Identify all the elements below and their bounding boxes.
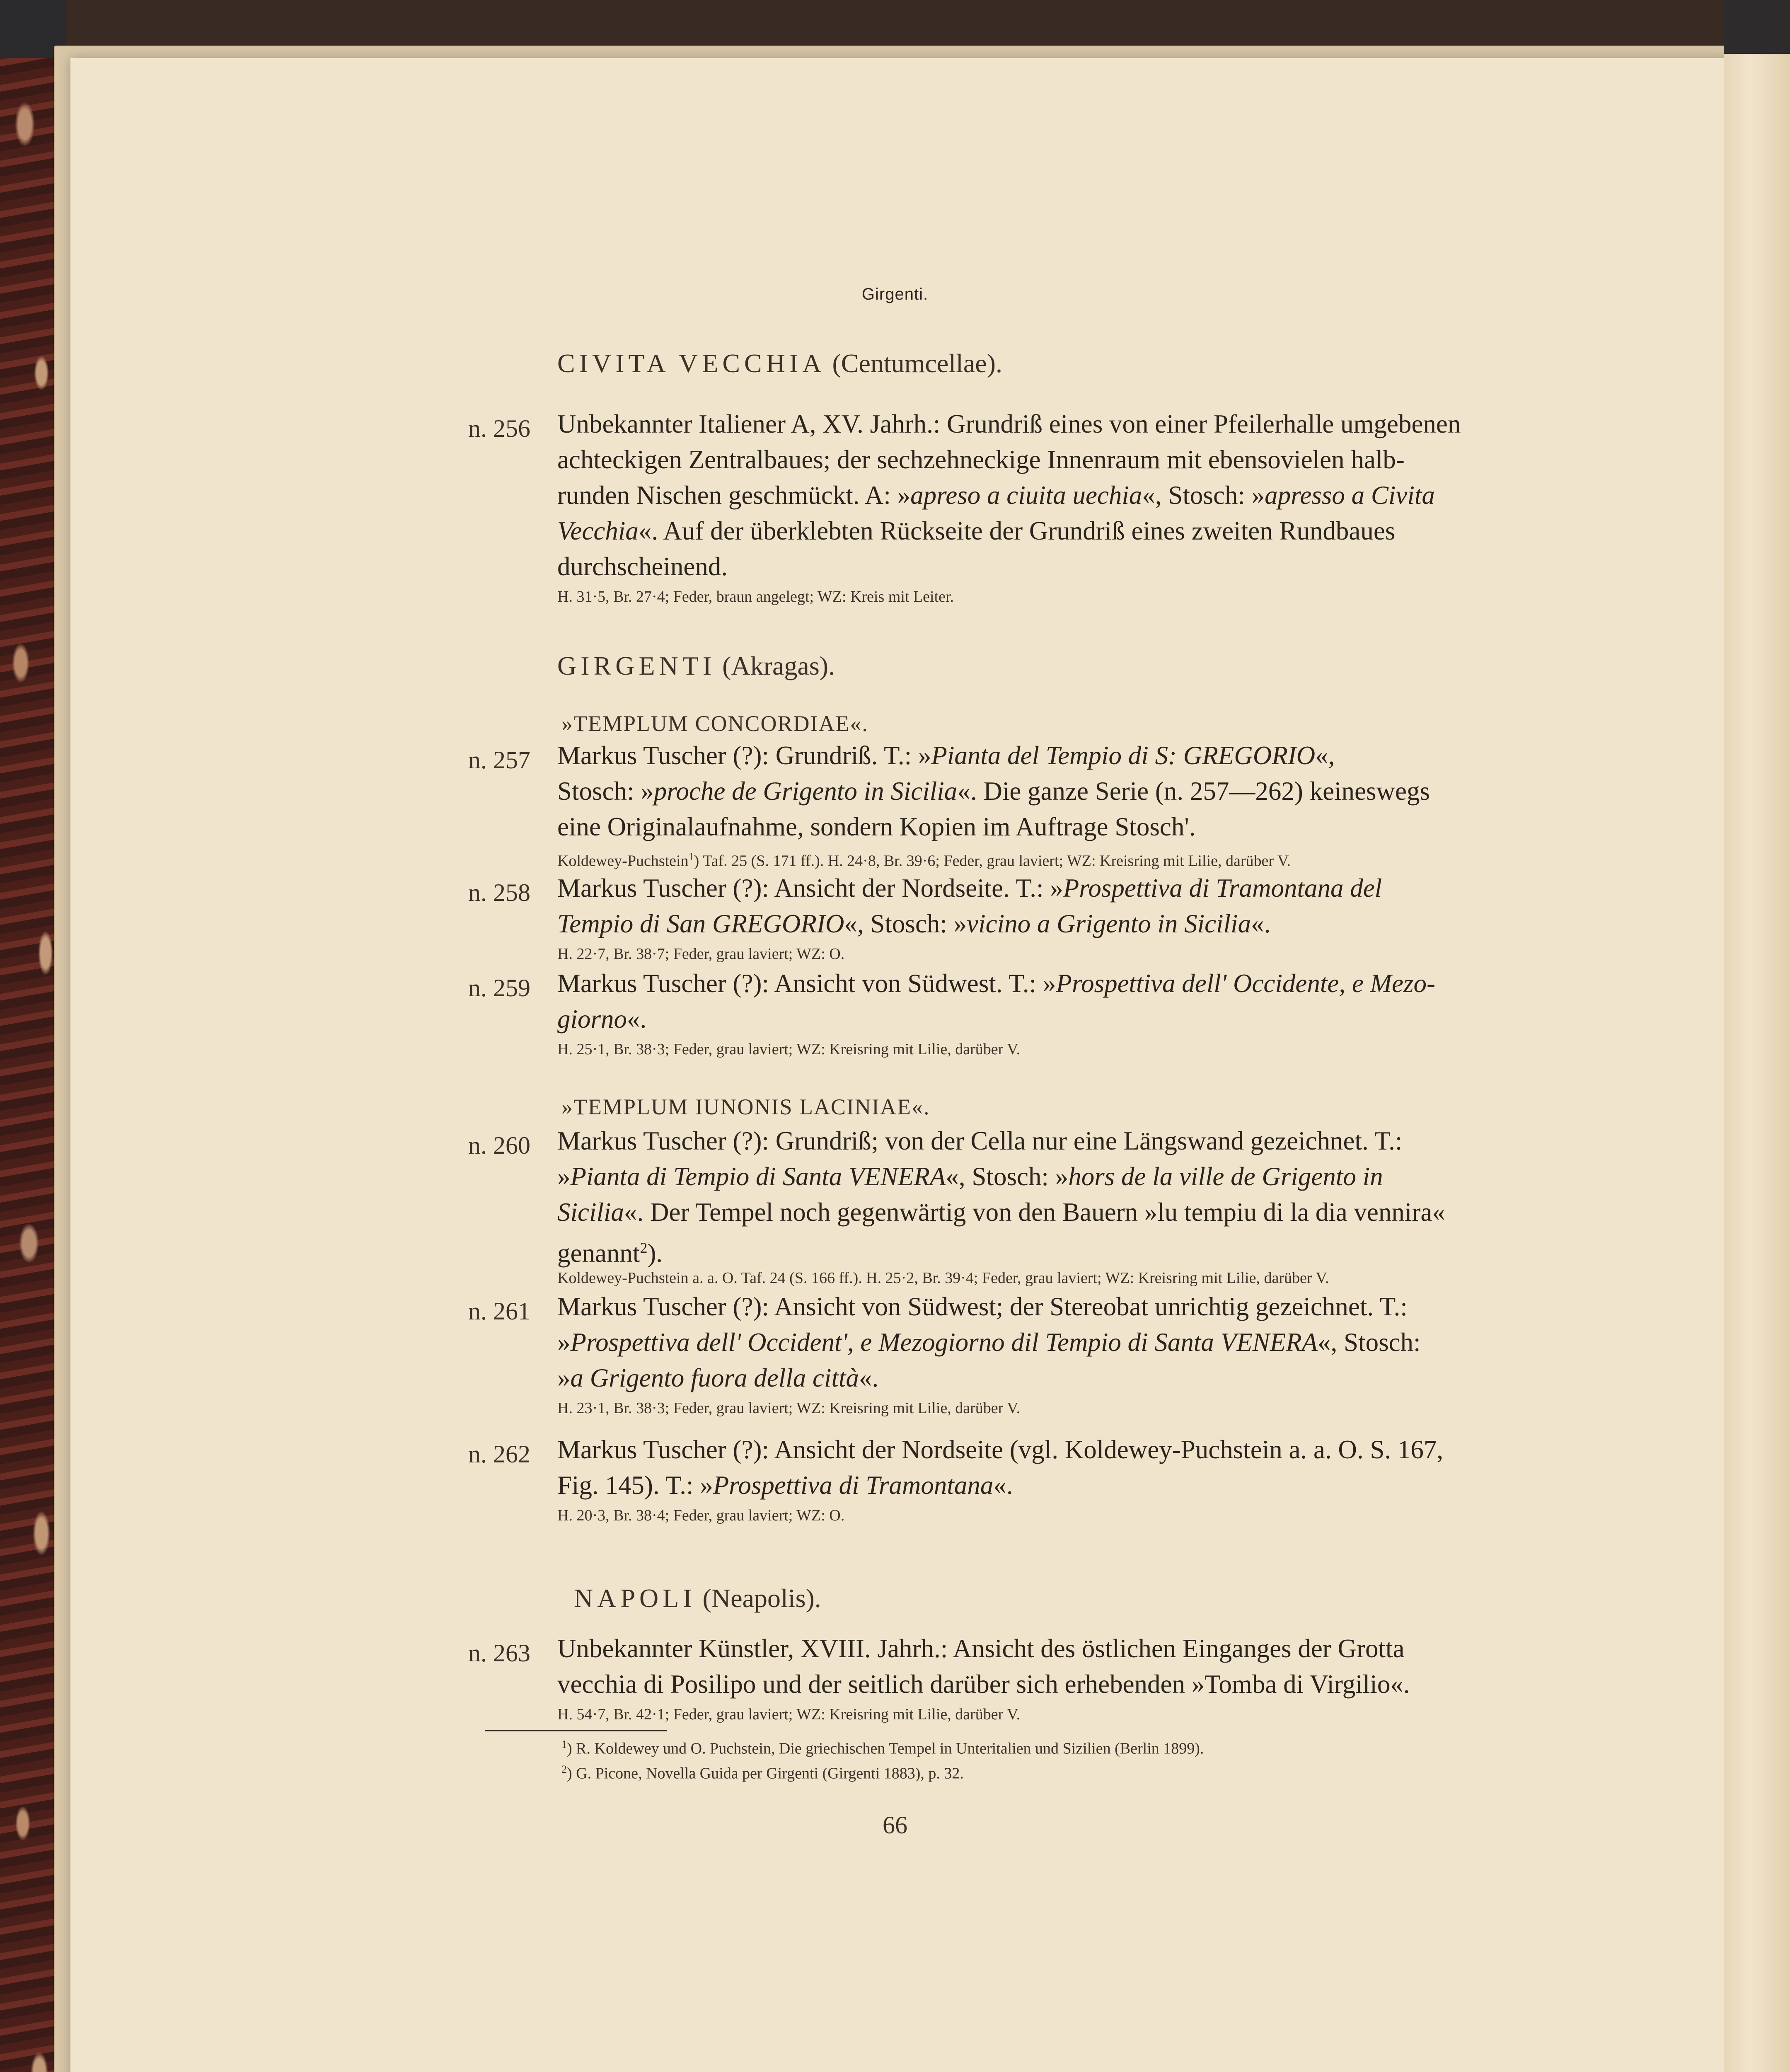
entry-line: Vecchia«. Auf der überklebten Rückseite der Grundriß eines zweiten Rundbaues xyxy=(557,516,1396,545)
entry-line: durchscheinend. xyxy=(557,552,728,581)
entry-number: n. 256 xyxy=(468,415,530,442)
entry-meta: H. 31·5, Br. 27·4; Feder, braun angelegt; WZ: Kreis mit Leiter. xyxy=(557,588,954,605)
entry-number: n. 262 xyxy=(468,1440,530,1468)
entry-262 xyxy=(557,1432,1562,1528)
footnote-2: $^2$) G. Picone, Novella Guida per Girgenti (Girgenti 1883), p. 32. xyxy=(561,1763,964,1782)
entry-line: Markus Tuscher (?): Ansicht von Südwest. T.: »Prospettiva dell' Occidente, e Mezo- xyxy=(557,969,1435,998)
entry-meta: H. 22·7, Br. 38·7; Feder, grau laviert; WZ: O. xyxy=(557,945,845,963)
entry-line: genannt$^2$). xyxy=(557,1239,663,1268)
entry-258 xyxy=(557,870,1562,966)
entry-line: Tempio di San GREGORIO«, Stosch: »vicino a Grigento in Sicilia«. xyxy=(557,909,1271,938)
entry-meta: Koldewey-Puchstein$^1$) Taf. 25 (S. 171 ff.). H. 24·8, Br. 39·6; Feder, grau laviert; WZ: Kreisring mit Lilie, darüber V. xyxy=(557,851,1291,870)
entry-257 xyxy=(557,738,1562,869)
running-head: Girgenti. xyxy=(861,285,929,303)
section-heading-girgenti: GIRGENTI (Akragas). xyxy=(557,651,835,680)
entry-meta: Koldewey-Puchstein a. a. O. Taf. 24 (S. 166 ff.). H. 25·2, Br. 39·4; Feder, grau laviert; WZ: Kreisring mit Lilie, darüber V. xyxy=(557,1269,1329,1287)
entry-line: achteckigen Zentralbaues; der sechzehneckige Innenraum mit ebensovielen halb- xyxy=(557,445,1405,474)
entry-line: Markus Tuscher (?): Ansicht der Nordseite. T.: »Prospettiva di Tramontana del xyxy=(557,874,1382,903)
entry-263 xyxy=(557,1631,1562,1727)
entry-number: n. 258 xyxy=(468,879,530,906)
entry-line: »a Grigento fuora della città«. xyxy=(557,1363,879,1392)
entry-line: Markus Tuscher (?): Grundriß. T.: »Pianta del Tempio di S: GREGORIO«, xyxy=(557,741,1335,770)
entry-line: eine Originalaufnahme, sondern Kopien im Auftrage Stosch'. xyxy=(557,812,1196,841)
entry-meta: H. 54·7, Br. 42·1; Feder, grau laviert; WZ: Kreisring mit Lilie, darüber V. xyxy=(557,1706,1021,1723)
entry-line: »Pianta di Tempio di Santa VENERA«, Stosch: »hors de la ville de Grigento in xyxy=(557,1162,1383,1191)
subheading-templum-iunonis-laciniae: »TEMPLUM IUNONIS LACINIAE«. xyxy=(561,1094,930,1119)
entry-line: vecchia di Posilipo und der seitlich darüber sich erhebenden »Tomba di Virgilio«. xyxy=(557,1670,1410,1699)
section-heading-civita-vecchia: CIVITA VECCHIA (Centumcellae). xyxy=(557,349,1002,378)
footnote-1: $^1$) R. Koldewey und O. Puchstein, Die griechischen Tempel in Unteritalien und Sizilien (Berlin 1899). xyxy=(561,1738,1204,1757)
entry-line: Fig. 145). T.: »Prospettiva di Tramontana«. xyxy=(557,1471,1013,1500)
entry-line: »Prospettiva dell' Occident', e Mezogiorno dil Tempio di Santa VENERA«, Stosch: xyxy=(557,1328,1421,1357)
entry-meta: H. 20·3, Br. 38·4; Feder, grau laviert; WZ: O. xyxy=(557,1507,845,1524)
entry-259 xyxy=(557,966,1562,1062)
entry-meta: H. 23·1, Br. 38·3; Feder, grau laviert; WZ: Kreisring mit Lilie, darüber V. xyxy=(557,1399,1021,1417)
entry-line: Stosch: »proche de Grigento in Sicilia«. Die ganze Serie (n. 257—262) keineswegs xyxy=(557,777,1430,806)
subheading-templum-concordiae: »TEMPLUM CONCORDIAE«. xyxy=(561,711,869,736)
entry-number: n. 260 xyxy=(468,1132,530,1159)
entry-line: Markus Tuscher (?): Ansicht der Nordseite (vgl. Koldewey-Puchstein a. a. O. S. 167, xyxy=(557,1435,1444,1464)
entry-261 xyxy=(557,1289,1562,1421)
entry-line: runden Nischen geschmückt. A: »apreso a ciuita uechia«, Stosch: »apresso a Civita xyxy=(557,481,1435,510)
entry-number: n. 263 xyxy=(468,1639,530,1667)
footnote-divider xyxy=(485,1730,667,1731)
entry-number: n. 257 xyxy=(468,746,530,774)
entry-line: Unbekannter Italiener A, XV. Jahrh.: Grundriß eines von einer Pfeilerhalle umgebenen xyxy=(557,409,1461,438)
section-heading-napoli: NAPOLI (Neapolis). xyxy=(574,1583,821,1613)
entry-256 xyxy=(557,406,1562,609)
entry-line: Sicilia«. Der Tempel noch gegenwärtig von den Bauern »lu tempiu di la dia vennira« xyxy=(557,1198,1445,1227)
entry-number: n. 261 xyxy=(468,1297,530,1325)
entry-number: n. 259 xyxy=(468,974,530,1002)
entry-line: Markus Tuscher (?): Ansicht von Südwest; der Stereobat unrichtig gezeichnet. T.: xyxy=(557,1292,1408,1321)
entry-line: Unbekannter Künstler, XVIII. Jahrh.: Ansicht des östlichen Einganges der Grotta xyxy=(557,1634,1405,1663)
entry-260 xyxy=(557,1123,1562,1290)
page-number: 66 xyxy=(883,1811,907,1839)
entry-line: Markus Tuscher (?): Grundriß; von der Cella nur eine Längswand gezeichnet. T.: xyxy=(557,1126,1403,1155)
entry-line: giorno«. xyxy=(557,1005,647,1034)
entry-meta: H. 25·1, Br. 38·3; Feder, grau laviert; WZ: Kreisring mit Lilie, darüber V. xyxy=(557,1041,1021,1058)
